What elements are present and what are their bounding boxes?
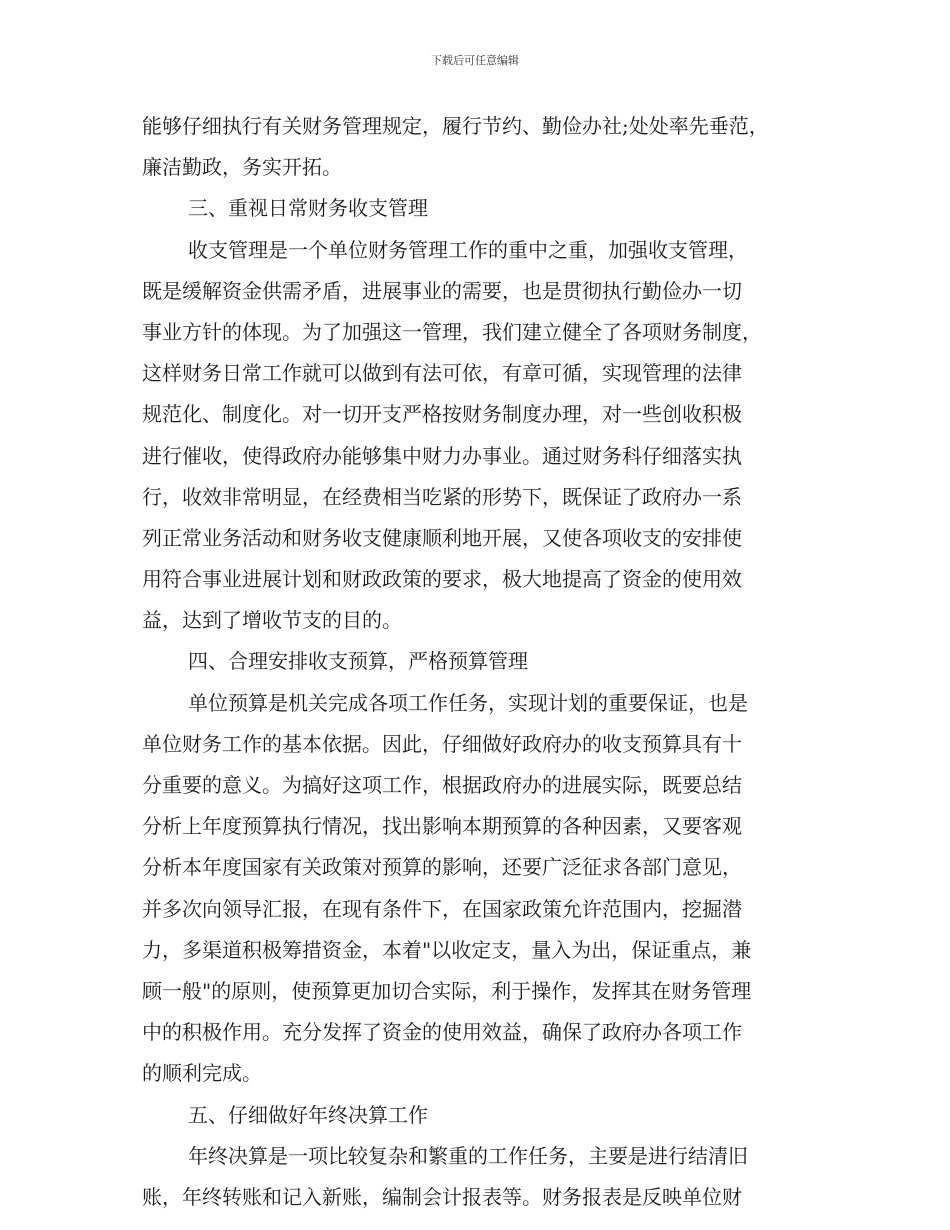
text-line: 单位预算是机关完成各项工作任务，实现计划的重要保证，也是 bbox=[188, 690, 748, 715]
text-line: 单位财务工作的基本依据。因此，仔细做好政府办的收支预算具有十 bbox=[142, 731, 742, 756]
text-line: 能够仔细执行有关财务管理规定，履行节约、勤俭办社;处处率先垂范， bbox=[142, 114, 769, 138]
text-line: 行，收效非常明显，在经费相当吃紧的形势下，既保证了政府办一系 bbox=[142, 484, 742, 509]
text-line: 并多次向领导汇报，在现有条件下，在国家政策允许范围内，挖掘潜 bbox=[142, 896, 742, 921]
text-line: 这样财务日常工作就可以做到有法可依，有章可循，实现管理的法律 bbox=[142, 361, 742, 386]
section-heading: 三、重视日常财务收支管理 bbox=[188, 196, 428, 221]
text-line: 进行催收，使得政府办能够集中财力办事业。通过财务科仔细落实执 bbox=[142, 443, 742, 468]
text-line: 事业方针的体现。为了加强这一管理，我们建立健全了各项财务制度， bbox=[142, 319, 762, 344]
section-heading: 四、合理安排收支预算，严格预算管理 bbox=[188, 649, 528, 674]
text-line: 年终决算是一项比较复杂和繁重的工作任务，主要是进行结清旧 bbox=[188, 1143, 748, 1168]
text-line: 列正常业务活动和财务收支健康顺利地开展，又使各项收支的安排使 bbox=[142, 525, 742, 550]
text-line: 收支管理是一个单位财务管理工作的重中之重，加强收支管理， bbox=[188, 237, 748, 262]
text-line: 既是缓解资金供需矛盾，进展事业的需要，也是贯彻执行勤俭办一切 bbox=[142, 278, 742, 303]
text-line: 廉洁勤政，务实开拓。 bbox=[142, 155, 342, 180]
text-line: 分析本年度国家有关政策对预算的影响，还要广泛征求各部门意见， bbox=[142, 855, 742, 880]
text-line: 账，年终转账和记入新账，编制会计报表等。财务报表是反映单位财 bbox=[142, 1184, 742, 1209]
text-line: 的顺利完成。 bbox=[142, 1061, 262, 1086]
text-line: 力，多渠道积极筹措资金，本着"以收定支，量入为出，保证重点，兼 bbox=[142, 937, 752, 962]
text-line: 益，达到了增收节支的目的。 bbox=[142, 608, 402, 633]
text-line: 用符合事业进展计划和财政政策的要求，极大地提高了资金的使用效 bbox=[142, 567, 742, 592]
text-line: 分析上年度预算执行情况，找出影响本期预算的各种因素，又要客观 bbox=[142, 814, 742, 839]
document-body bbox=[142, 106, 814, 1218]
text-line: 分重要的意义。为搞好这项工作，根据政府办的进展实际，既要总结 bbox=[142, 773, 742, 797]
text-line: 规范化、制度化。对一切开支严格按财务制度办理，对一些创收积极 bbox=[142, 402, 742, 427]
text-line: 顾一般"的原则，使预算更加切合实际，利于操作，发挥其在财务管理 bbox=[142, 978, 752, 1003]
text-line: 中的积极作用。充分发挥了资金的使用效益，确保了政府办各项工作 bbox=[142, 1020, 742, 1045]
section-heading: 五、仔细做好年终决算工作 bbox=[188, 1102, 428, 1127]
page-header: 下载后可任意编辑 bbox=[431, 54, 519, 67]
